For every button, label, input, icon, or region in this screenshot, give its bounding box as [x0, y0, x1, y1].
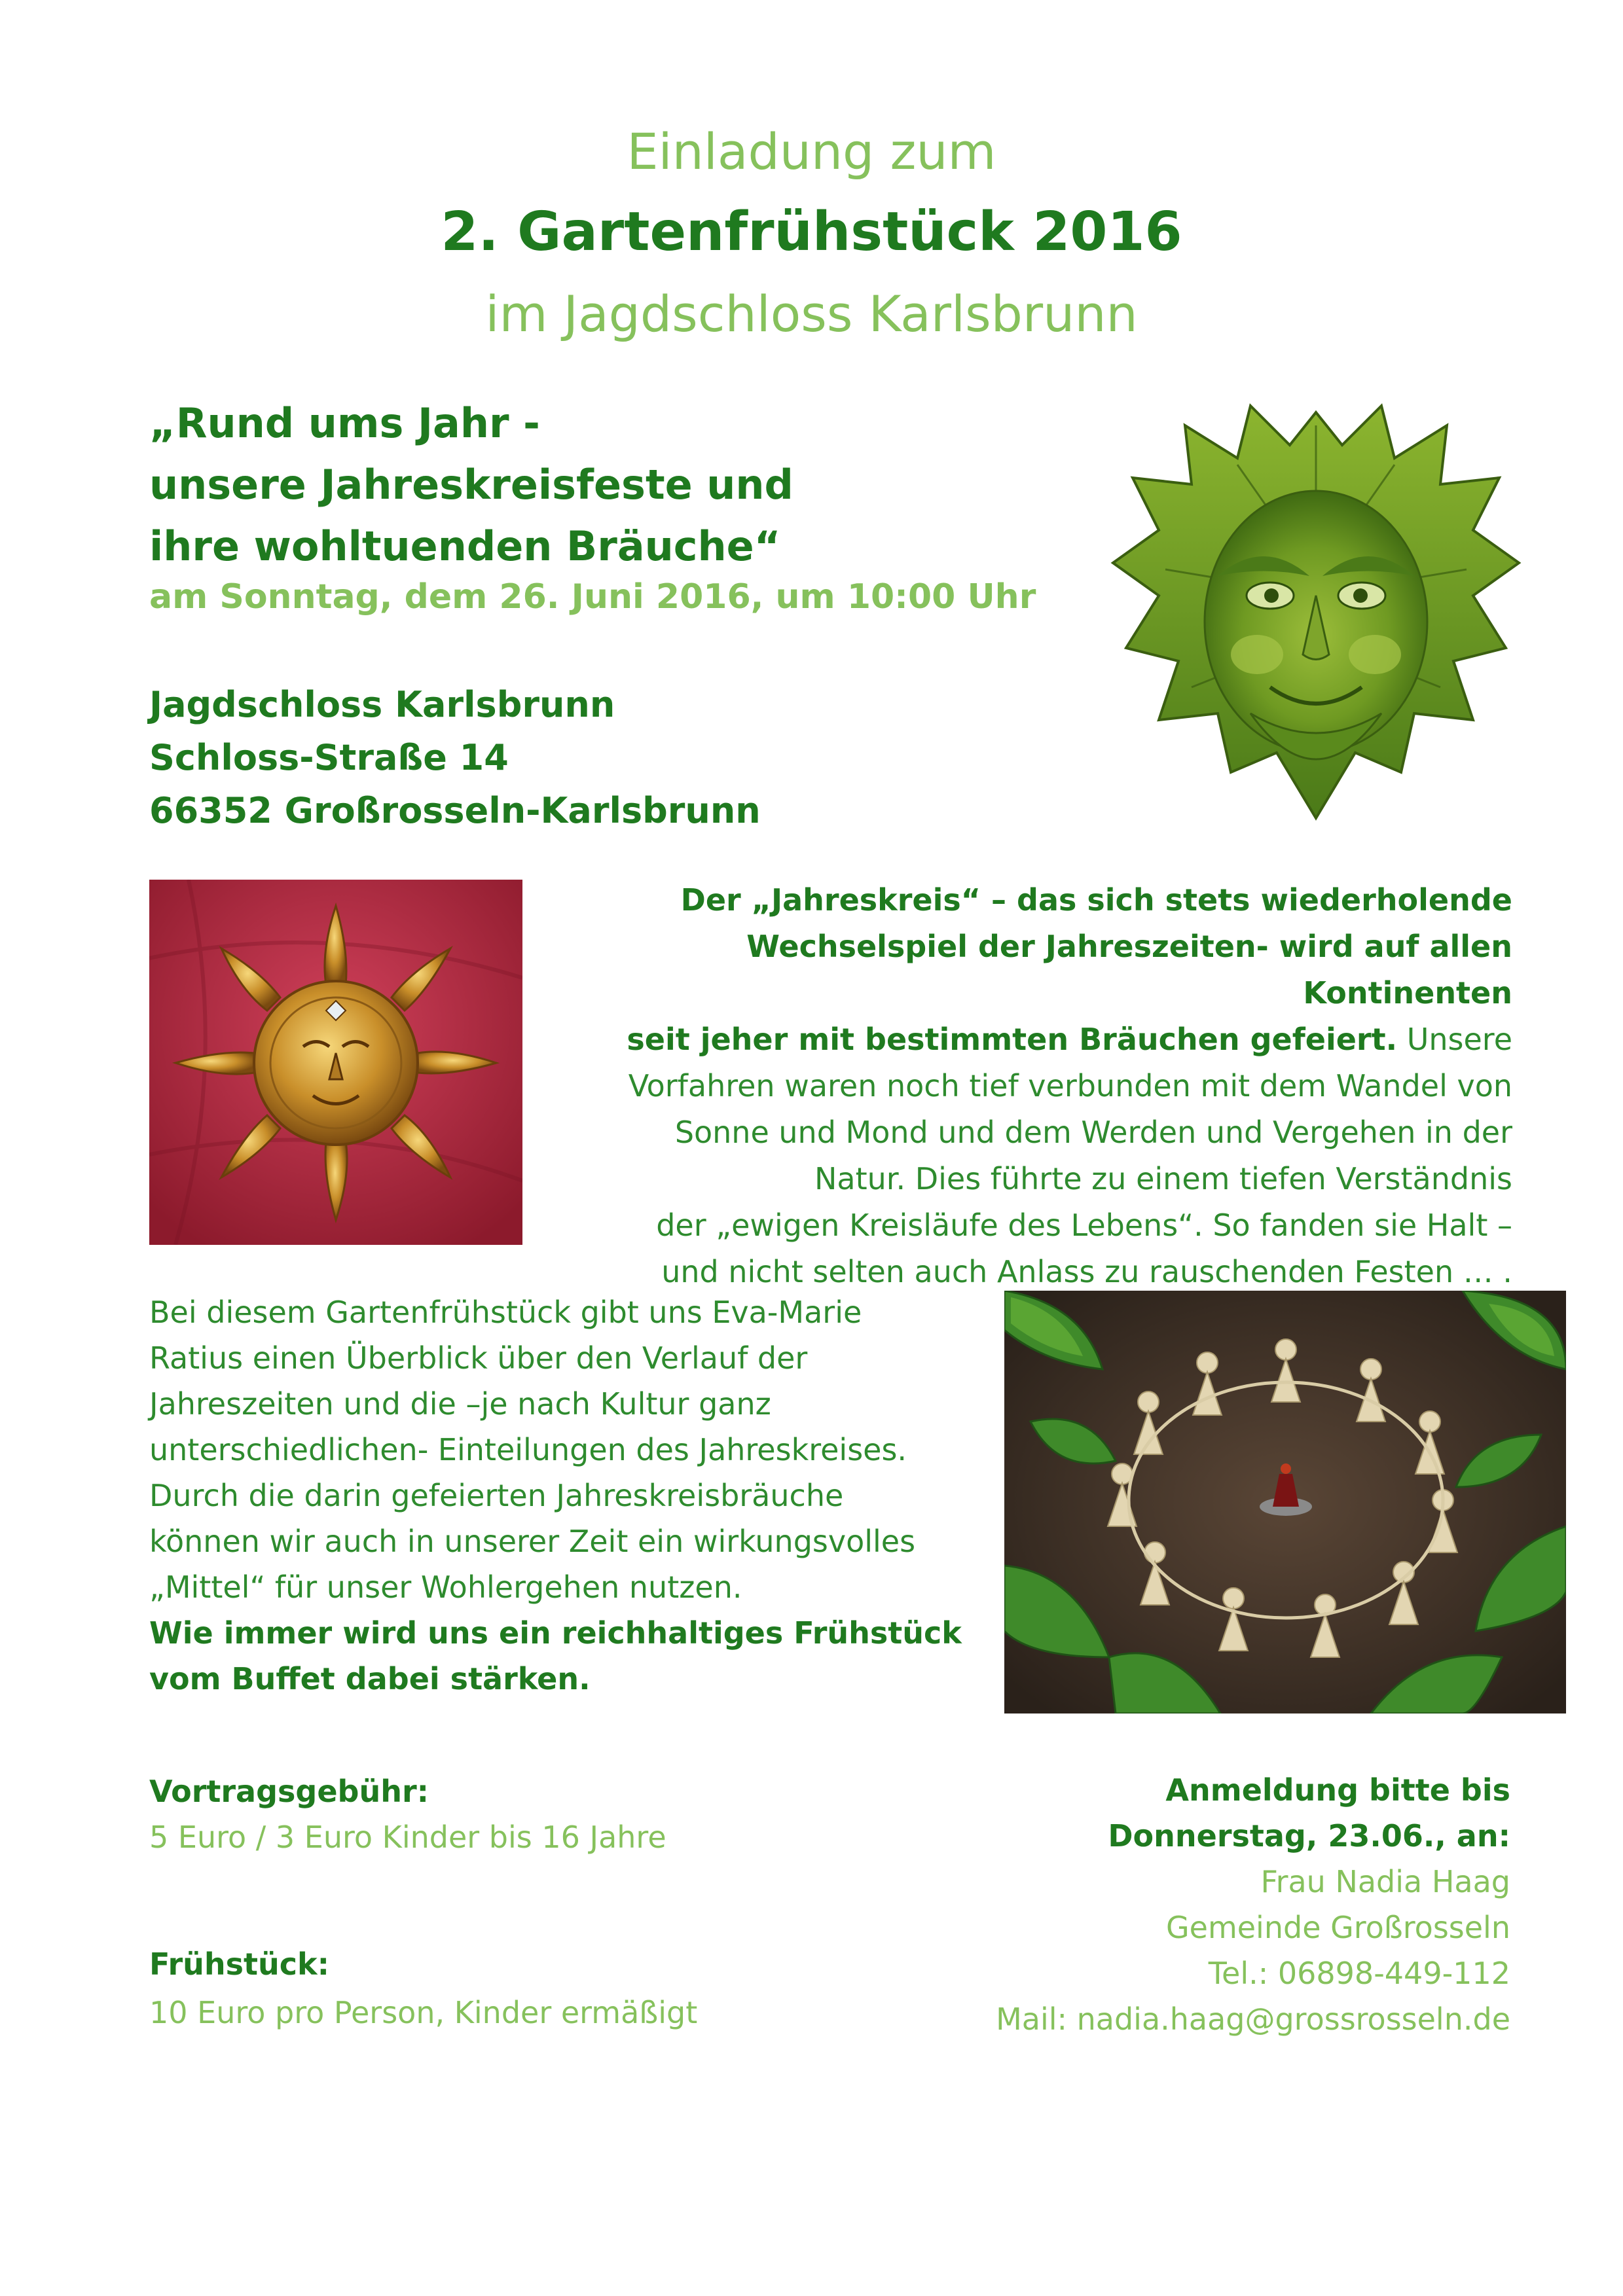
intro-line: Natur. Dies führte zu einem tiefen Verständnis [814, 1161, 1512, 1196]
details-line: Jahreszeiten und die –je nach Kultur ganz [149, 1386, 771, 1422]
lecture-fee-value: 5 Euro / 3 Euro Kinder bis 16 Jahre [149, 1820, 666, 1855]
address-line: Jagdschloss Karlsbrunn [149, 684, 615, 725]
contact-organization: Gemeinde Großrosseln [1166, 1910, 1510, 1945]
event-title: 2. Gartenfrühstück 2016 [441, 201, 1182, 263]
talk-title-line: unsere Jahreskreisfeste und [149, 461, 793, 509]
sun-image [149, 880, 522, 1245]
talk-title [149, 393, 1053, 577]
contact-phone: Tel.: 06898-449-112 [1208, 1956, 1510, 1991]
intro-text [550, 877, 1512, 1295]
registration-deadline-line: Donnerstag, 23.06., an: [1108, 1818, 1510, 1854]
intro-line: Vorfahren waren noch tief verbunden mit dem Wandel von [628, 1068, 1512, 1103]
details-line: Durch die darin gefeierten Jahreskreisbräuche [149, 1478, 844, 1513]
straw-circle-image [1004, 1291, 1566, 1713]
breakfast-fee-label: Frühstück: [149, 1946, 330, 1982]
sun-icon [149, 880, 522, 1245]
intro-bold-line: Wechselspiel der Jahreszeiten- wird auf allen Kontinenten [746, 929, 1512, 1011]
intro-line: Sonne und Mond und dem Werden und Vergehen in der [674, 1115, 1512, 1150]
event-date: am Sonntag, dem 26. Juni 2016, um 10:00 Uhr [149, 577, 1036, 617]
lecture-fee-label: Vortragsgebühr: [149, 1774, 429, 1809]
intro-bold-line: Der „Jahreskreis“ – das sich stets wiederholende [680, 882, 1512, 918]
straw-dolls-icon [1004, 1291, 1566, 1713]
registration-info [790, 1767, 1510, 2042]
details-line: Bei diesem Gartenfrühstück gibt uns Eva-Marie [149, 1295, 862, 1330]
details-line: unterschiedlichen- Einteilungen des Jahreskreises. [149, 1432, 907, 1467]
details-line: können wir auch in unserer Zeit ein wirkungsvolles [149, 1524, 916, 1559]
details-bold-line: Wie immer wird uns ein reichhaltiges Frühstück [149, 1615, 962, 1651]
address-line: Schloss-Straße 14 [149, 737, 509, 778]
details-text [149, 1289, 1020, 1702]
details-bold-line: vom Buffet dabei stärken. [149, 1661, 591, 1696]
talk-title-line: „Rund ums Jahr - [149, 399, 540, 447]
intro-bold-line: seit jeher mit bestimmten Bräuchen gefeiert. [627, 1022, 1398, 1057]
details-line: „Mittel“ für unser Wohlergehen nutzen. [149, 1570, 742, 1605]
intro-mixed-line [550, 1016, 1512, 1063]
venue-address [149, 678, 935, 837]
talk-title-line: ihre wohltuenden Bräuche“ [149, 522, 781, 570]
green-man-icon [1106, 386, 1525, 831]
green-man-image [1106, 386, 1525, 831]
intro-line: der „ewigen Kreisläufe des Lebens“. So fanden sie Halt – [656, 1208, 1512, 1243]
breakfast-fee-value: 10 Euro pro Person, Kinder ermäßigt [149, 1995, 698, 2030]
details-line: Ratius einen Überblick über den Verlauf der [149, 1340, 808, 1376]
header-line-3: im Jagdschloss Karlsbrunn [485, 285, 1138, 343]
address-line: 66352 Großrosseln-Karlsbrunn [149, 790, 761, 831]
intro-text-fragment: Unsere [1397, 1022, 1512, 1057]
contact-email[interactable]: Mail: nadia.haag@grossrosseln.de [996, 2001, 1510, 2037]
registration-deadline-line: Anmeldung bitte bis [1165, 1772, 1510, 1808]
contact-name: Frau Nadia Haag [1260, 1864, 1510, 1899]
header-line-1: Einladung zum [627, 122, 996, 181]
intro-line: und nicht selten auch Anlass zu rauschenden Festen … . [661, 1254, 1512, 1289]
